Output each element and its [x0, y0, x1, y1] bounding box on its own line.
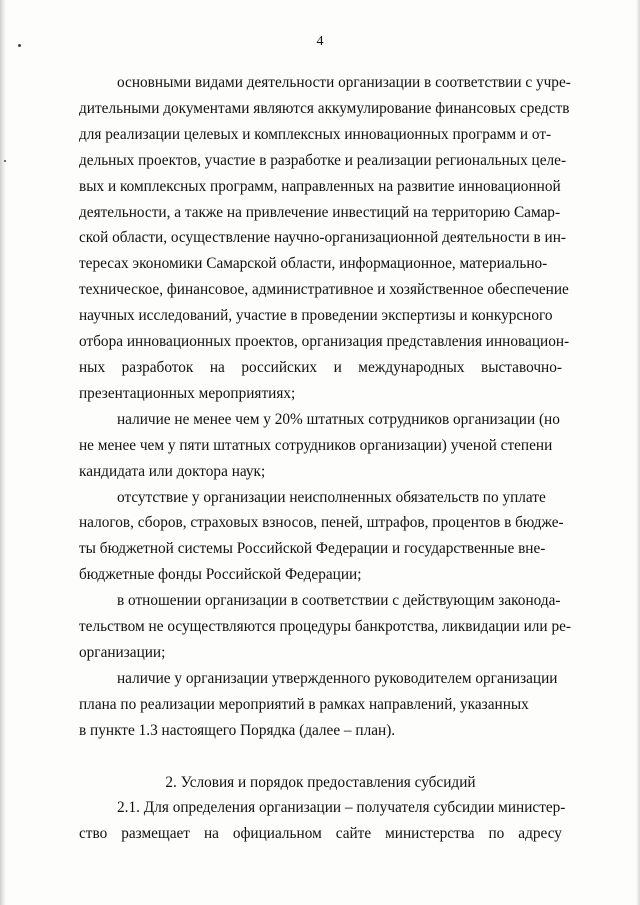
section-heading: 2. Условия и порядок предоставления субсидий [165, 773, 476, 791]
text-line: для реализации целевых и комплексных инновационных программ и от- [79, 125, 552, 143]
text-line: организации; [79, 643, 166, 661]
word: ство [79, 825, 108, 843]
text-line: 2.1. Для определения организации – получателя субсидии министер- [117, 799, 566, 817]
text-line: в отношении организации в соответствии с действующим законода- [117, 592, 561, 610]
text-line: в пункте 1.3 настоящего Порядка (далее – план). [79, 721, 396, 739]
text-line: не менее чем у пяти штатных сотрудников организации) ученой степени [79, 436, 553, 454]
text-line: презентационных мероприятиях; [79, 384, 296, 402]
text-line-justified [79, 355, 562, 381]
text-line: основными видами деятельности организации в соответствии с учре- [117, 74, 571, 91]
word: выставочно- [481, 358, 562, 376]
text-line: наличие у организации утвержденного руководителем организации [117, 669, 558, 687]
word: и [333, 358, 342, 376]
word: сайте [335, 825, 372, 843]
paragraph-staff-degrees [79, 407, 562, 485]
word: министерства [385, 825, 475, 843]
scan-edge-right [636, 0, 640, 905]
text-line: наличие не менее чем у 20% штатных сотрудников организации (но [117, 410, 560, 428]
word: ных [79, 358, 106, 376]
text-line: отсутствие у организации неисполненных обязательств по уплате [117, 488, 546, 506]
text-line: ты бюджетной системы Российской Федерации и государственные вне- [79, 540, 546, 558]
word: размещает [121, 825, 190, 843]
paragraph-no-debts [79, 485, 562, 589]
scan-edge-left [0, 0, 6, 905]
paragraph-no-bankruptcy [79, 588, 571, 666]
text-line: ской области, осуществление научно-организационной деятельности в ин- [79, 229, 566, 247]
text-line: тельством не осуществляются процедуры банкротства, ликвидации или ре- [79, 618, 571, 636]
document-body [79, 70, 571, 847]
text-line: деятельности, а также на привлечение инвестиций на территорию Самар- [79, 203, 561, 221]
paragraph-main-activities [79, 70, 571, 407]
paragraph-approved-plan [79, 666, 562, 744]
word: официальном [232, 825, 322, 843]
text-line: техническое, финансовое, административное и хозяйственное обеспечение [79, 281, 569, 299]
text-line: дельных проектов, участие в разработке и реализации региональных целе- [79, 151, 567, 169]
word: по [488, 825, 505, 843]
text-line: бюджетные фонды Российской Федерации; [79, 566, 362, 584]
page-number: 4 [316, 34, 324, 49]
word: на [203, 825, 219, 843]
text-line: тересах экономики Самарской области, информационное, материально- [79, 255, 548, 273]
word: на [209, 358, 225, 376]
text-line-justified [79, 821, 562, 847]
text-line: вых и комплексных программ, направленных на развитие инновационной [79, 177, 561, 195]
text-line: научных исследований, участие в проведении экспертизы и конкурсного [79, 307, 553, 325]
text-line: кандидата или доктора наук; [79, 462, 266, 480]
word: международных [358, 358, 465, 376]
text-line: отбора инновационных проектов, организация представления инновацион- [79, 333, 570, 351]
word: разработок [121, 358, 194, 376]
word: российских [241, 358, 318, 376]
text-line: плана по реализации мероприятий в рамках направлений, указанных [79, 695, 529, 713]
paragraph-section-2-1 [79, 795, 566, 847]
scan-speck [4, 160, 6, 162]
word: адресу [518, 825, 562, 843]
text-line: налогов, сборов, страховых взносов, пеней, штрафов, процентов в бюдже- [79, 514, 564, 532]
text-line: дительными документами являются аккумулирование финансовых средств [79, 99, 570, 117]
